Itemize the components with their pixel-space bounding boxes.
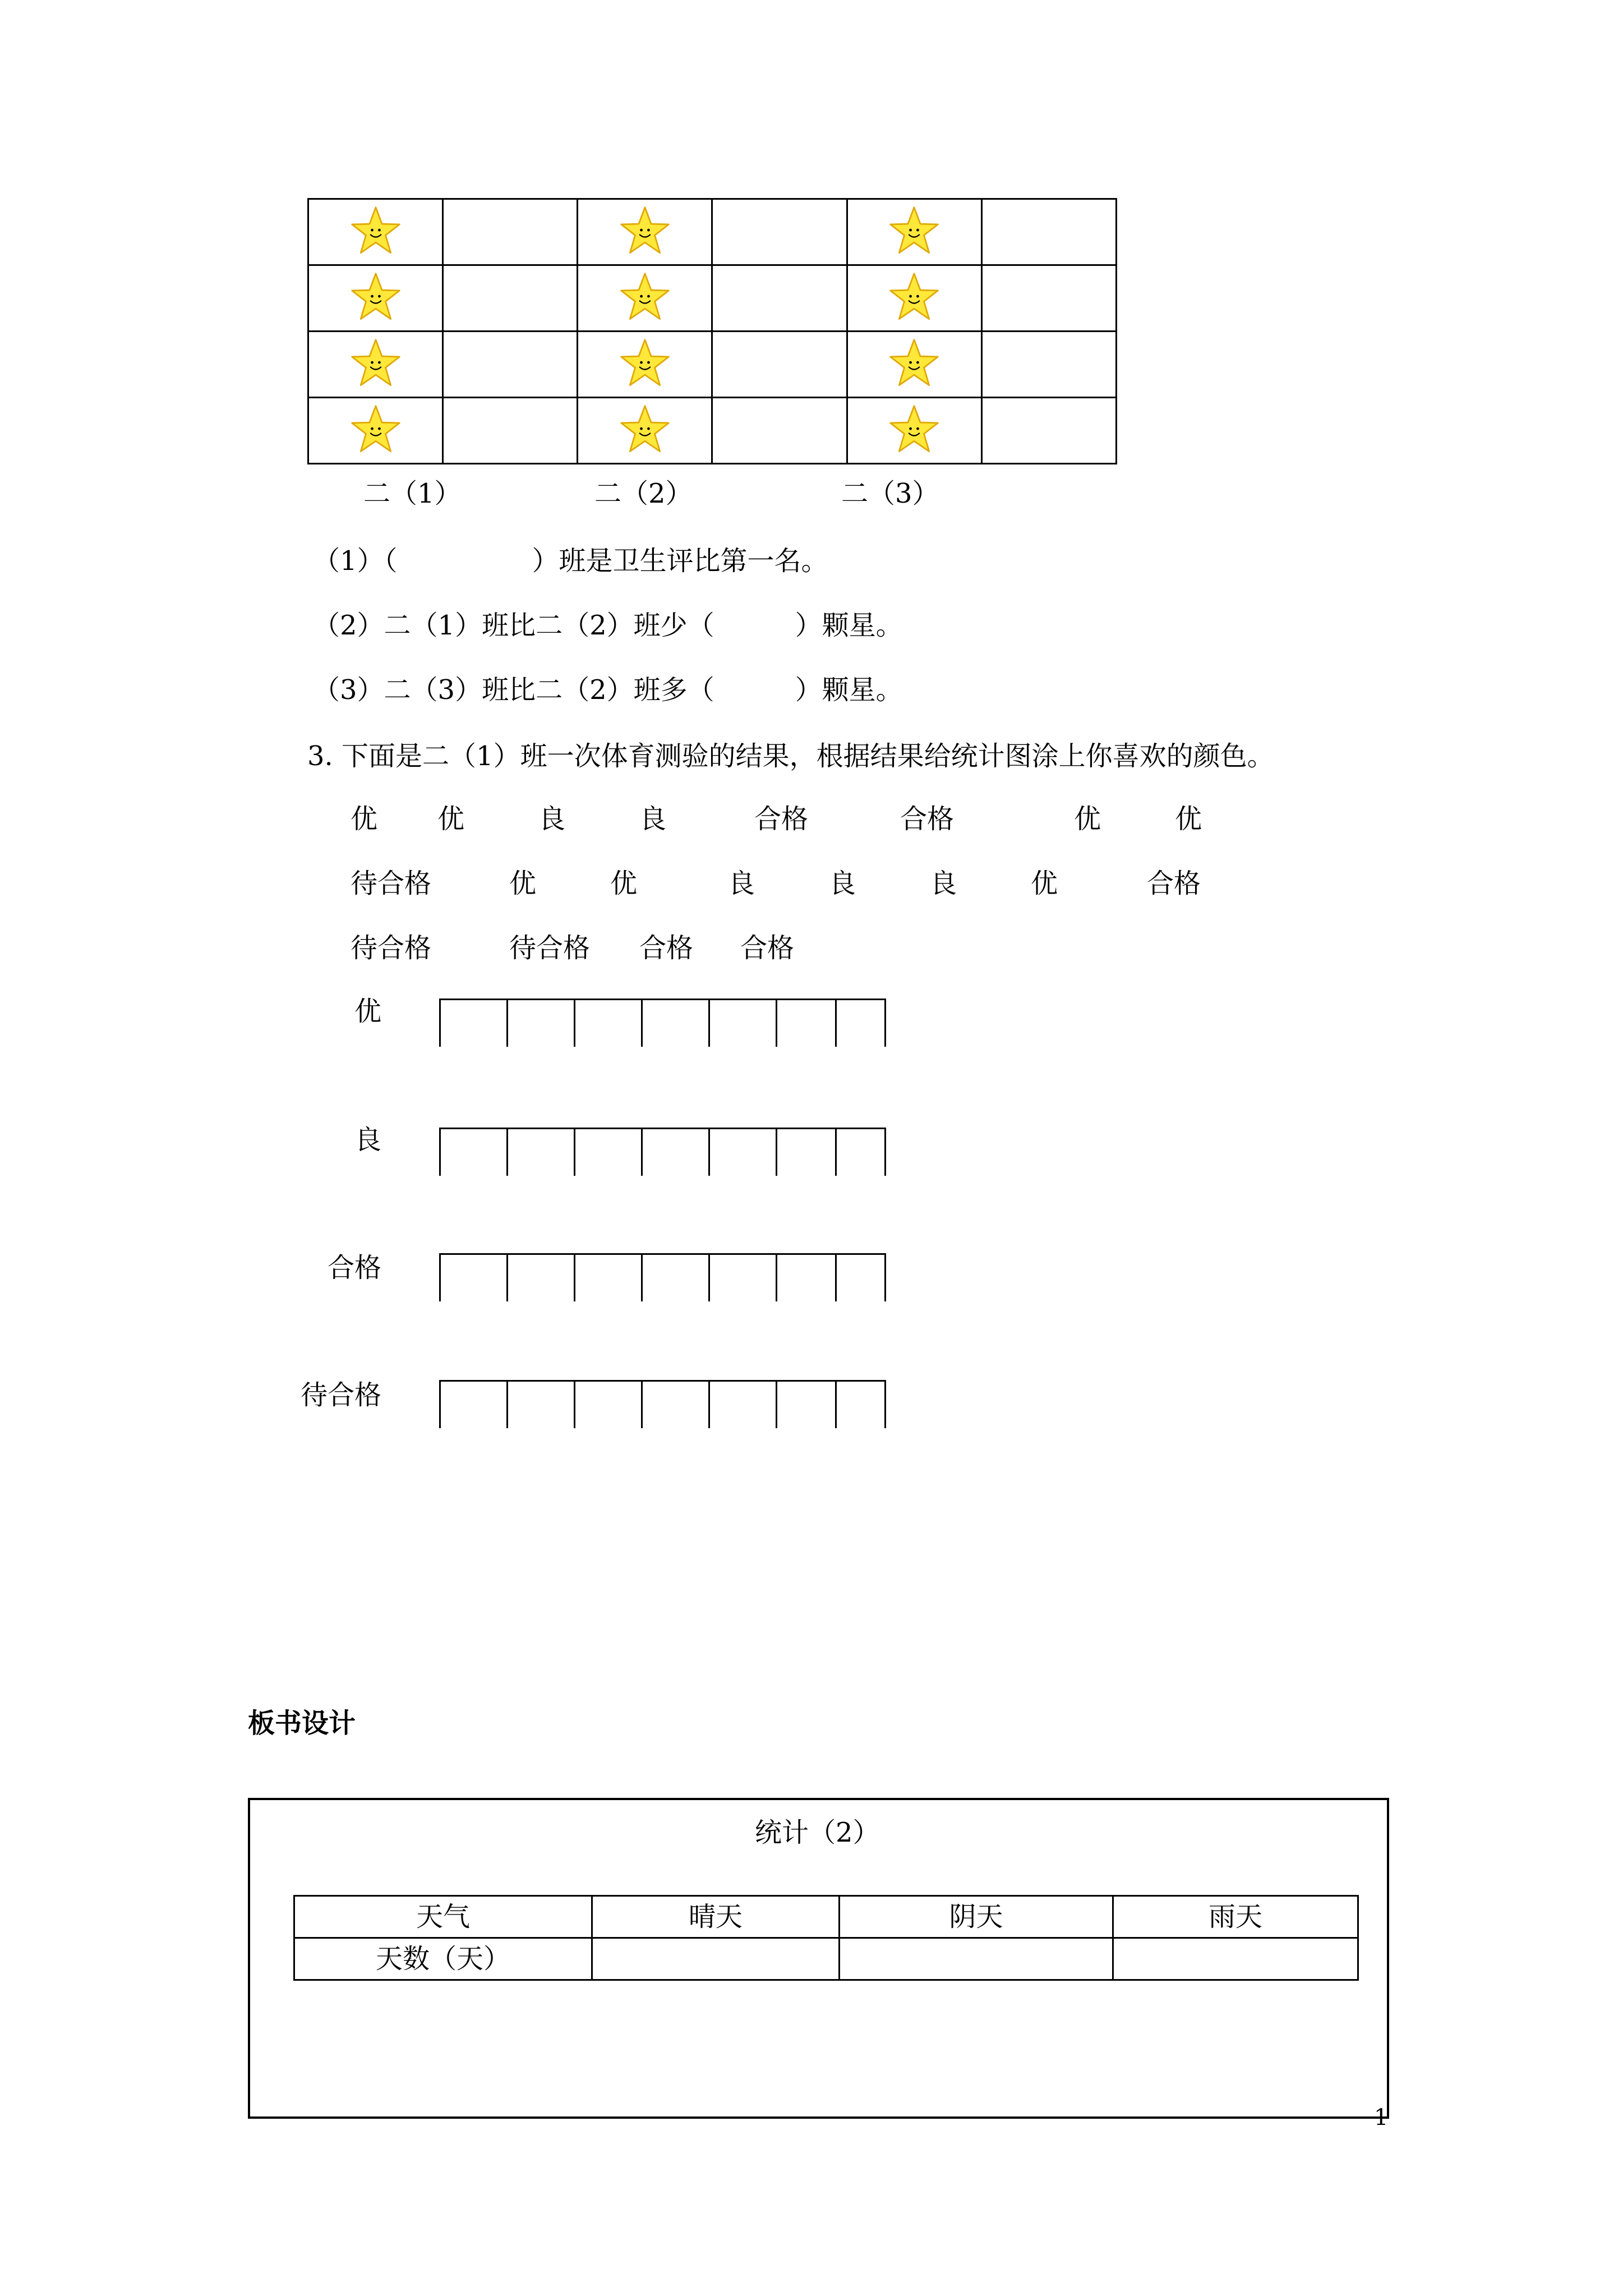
star-cell [847,332,981,398]
empty-star-cell[interactable] [712,199,847,265]
tally-divider [835,1253,837,1301]
tally-boxes-good[interactable] [439,1128,886,1176]
empty-star-cell[interactable] [712,265,847,332]
empty-star-cell[interactable] [981,265,1116,332]
result-word: 待合格 [351,932,432,964]
smiley-star-icon [350,272,402,323]
tally-divider [574,1380,575,1428]
board-title: 统计（2） [755,1817,880,1848]
result-word: 合格 [754,803,809,835]
star-cell [308,332,443,398]
smiley-star-icon [350,404,402,455]
empty-star-cell[interactable] [443,265,578,332]
tally-divider [506,1128,508,1176]
tally-divider [439,1128,441,1176]
smiley-star-icon [619,338,671,389]
tally-divider [776,999,777,1047]
class-label-2: 二（2） [594,478,693,509]
tally-divider [641,1128,643,1176]
weather-header-cell: 晴天 [592,1896,840,1938]
tally-divider [641,999,643,1047]
tally-label-excellent: 优 [354,996,381,1027]
question-1: （1）（ ）班是卫生评比第一名。 [313,545,828,577]
tally-divider [506,1380,508,1428]
result-word: 优 [1074,803,1101,835]
page-number: 1 [1374,2105,1389,2131]
weather-header-cell: 雨天 [1113,1896,1358,1938]
tally-divider [776,1380,777,1428]
class-label-1: 二（1） [363,478,462,509]
star-grid [307,198,1117,464]
star-grid-row [308,265,1117,332]
tally-divider [776,1128,777,1176]
tally-divider [641,1380,643,1428]
smiley-star-icon [888,272,940,323]
star-cell [578,265,712,332]
star-cell [578,398,712,464]
weather-header-row [294,1896,1358,1938]
tally-divider [884,1380,886,1428]
result-word: 良 [728,868,755,899]
days-label-cell: 天数（天） [294,1938,592,1980]
result-word: 待合格 [509,932,591,964]
result-word: 优 [351,803,378,835]
tally-divider [776,1253,777,1301]
days-input-cell[interactable] [840,1938,1113,1980]
smiley-star-icon [888,404,940,455]
tally-divider [835,1380,837,1428]
tally-boxes-pass[interactable] [439,1253,886,1301]
star-cell [308,199,443,265]
weather-header-cell: 天气 [294,1896,592,1938]
tally-divider [574,1128,575,1176]
tally-divider [708,1380,710,1428]
star-cell [308,265,443,332]
tally-label-good: 良 [354,1124,381,1156]
result-word: 合格 [639,932,694,964]
result-word: 良 [639,803,667,835]
class-label-3: 二（3） [841,478,939,509]
star-grid-row [308,199,1117,265]
tally-divider [708,1128,710,1176]
smiley-star-icon [888,338,940,389]
question-3: （3）二（3）班比二（2）班多（ ）颗星。 [313,674,903,706]
smiley-star-icon [619,272,671,323]
result-word: 优 [509,868,537,899]
empty-star-cell[interactable] [443,199,578,265]
result-word: 优 [1175,803,1202,835]
days-input-cell[interactable] [1113,1938,1358,1980]
tally-label-needs-improvement: 待合格 [300,1379,381,1411]
star-cell [847,199,981,265]
tally-divider [641,1253,643,1301]
board-heading: 板书设计 [248,1708,356,1739]
smiley-star-icon [350,205,402,257]
star-cell [308,398,443,464]
star-cell [847,265,981,332]
star-cell [847,398,981,464]
result-word: 合格 [900,803,955,835]
result-word: 优 [437,803,465,835]
smiley-star-icon [619,404,671,455]
tally-divider [884,999,886,1047]
result-word: 合格 [740,932,795,964]
tally-divider [884,1253,886,1301]
days-input-cell[interactable] [592,1938,840,1980]
tally-divider [506,999,508,1047]
weather-days-row [294,1938,1358,1980]
star-cell [578,332,712,398]
weather-table [293,1895,1359,1981]
result-word: 优 [610,868,638,899]
tally-divider [835,999,837,1047]
result-word: 待合格 [351,868,432,899]
star-grid-row [308,332,1117,398]
empty-star-cell[interactable] [981,199,1116,265]
result-word: 良 [930,868,957,899]
star-grid-row [308,398,1117,464]
empty-star-cell[interactable] [443,332,578,398]
result-word: 合格 [1147,868,1201,899]
empty-star-cell[interactable] [981,398,1116,464]
smiley-star-icon [350,338,402,389]
weather-header-cell: 阴天 [840,1896,1113,1938]
empty-star-cell[interactable] [712,398,847,464]
question-2: （2）二（1）班比二（2）班少（ ）颗星。 [313,610,903,641]
tally-divider [574,999,575,1047]
tally-divider [835,1128,837,1176]
tally-divider [884,1128,886,1176]
empty-star-cell[interactable] [443,398,578,464]
tally-divider [708,1253,710,1301]
task3-instruction: 3. 下面是二（1）班一次体育测验的结果，根据结果给统计图涂上你喜欢的颜色。 [307,740,1274,772]
tally-boxes-excellent[interactable] [439,999,886,1047]
smiley-star-icon [888,205,940,257]
star-cell [578,199,712,265]
result-word: 良 [829,868,856,899]
empty-star-cell[interactable] [981,332,1116,398]
smiley-star-icon [619,205,671,257]
tally-divider [439,1253,441,1301]
tally-divider [439,999,441,1047]
tally-divider [708,999,710,1047]
tally-boxes-needs-improvement[interactable] [439,1380,886,1428]
tally-label-pass: 合格 [327,1252,381,1283]
tally-divider [506,1253,508,1301]
empty-star-cell[interactable] [712,332,847,398]
result-word: 良 [538,803,566,835]
tally-divider [574,1253,575,1301]
result-word: 优 [1031,868,1058,899]
tally-divider [439,1380,441,1428]
